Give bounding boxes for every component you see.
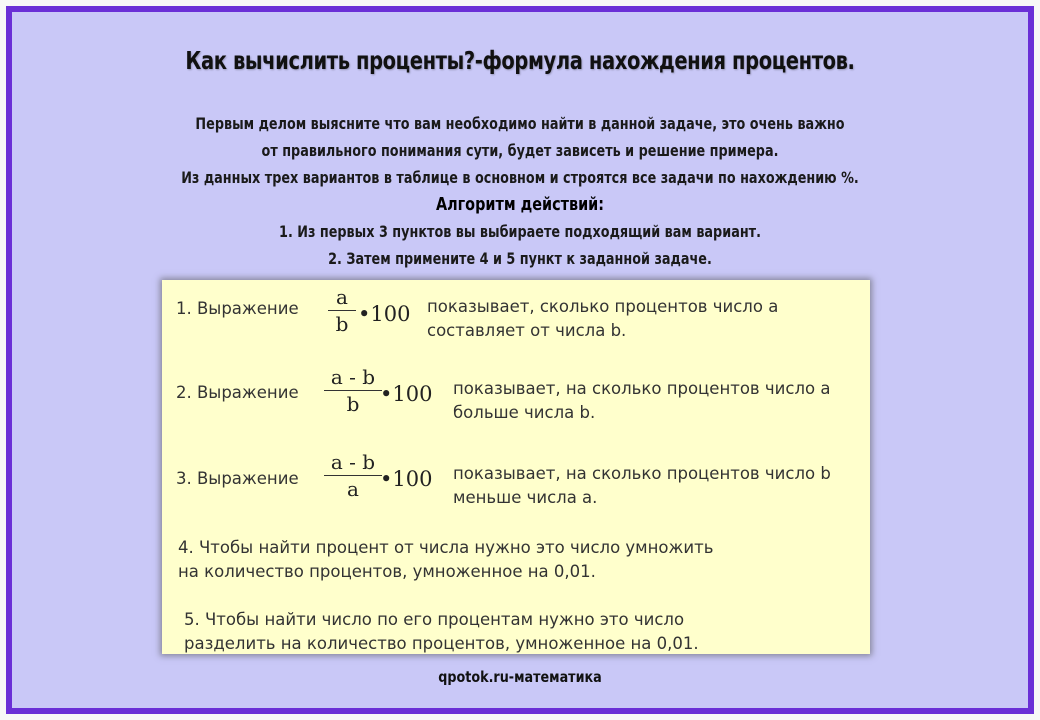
formula-3-denominator: a (347, 477, 359, 501)
algorithm-step-1: 1. Из первых 3 пунктов вы выбираете подходящий вам вариант. (279, 222, 761, 241)
rule-4 (178, 536, 713, 584)
formula-3-desc-line-2: меньше числа a. (453, 488, 598, 507)
formula-1-denominator: b (335, 312, 349, 336)
formula-2-description (453, 377, 830, 425)
formula-1-desc-line-2: составляет от числа b. (427, 321, 627, 340)
formula-3-numerator: a - b (330, 450, 376, 474)
intro-line-3: Из данных трех вариантов в таблице в основном и строятся все задачи по нахождению %. (181, 168, 859, 187)
formula-3-multiplier: •100 (380, 467, 433, 491)
formula-panel (162, 280, 870, 654)
fraction-bar (324, 475, 382, 476)
fraction-bar (324, 390, 382, 391)
rule-4-line-1: 4. Чтобы найти процент от числа нужно это число умножить (178, 538, 714, 557)
page-title: Как вычислить проценты?-формула нахождения процентов. (185, 46, 855, 75)
formula-3-description (453, 462, 831, 510)
intro-text (114, 110, 927, 272)
formula-1-label: 1. Выражение (176, 299, 299, 318)
formula-3-desc-line-1: показывает, на сколько процентов число b (453, 464, 831, 483)
site-credit: qpotok.ru-математика (438, 668, 602, 686)
rule-5-line-1: 5. Чтобы найти число по его процентам нужно это число (184, 610, 685, 629)
formula-2-desc-line-1: показывает, на сколько процентов число a (453, 379, 831, 398)
formula-2-numerator: a - b (330, 365, 376, 389)
formula-1-desc-line-1: показывает, сколько процентов число a (427, 297, 779, 316)
formula-3-label: 3. Выражение (176, 469, 299, 488)
formula-2-desc-line-2: больше числа b. (453, 403, 596, 422)
formula-1-multiplier: •100 (358, 302, 411, 326)
formula-3-fraction (324, 451, 382, 500)
rule-5 (184, 608, 699, 656)
formula-1-numerator: a (336, 285, 348, 309)
intro-line-2: от правильного понимания сути, будет зависеть и решение примера. (261, 141, 779, 160)
rule-4-line-2: на количество процентов, умноженное на 0,01. (178, 562, 596, 581)
formula-2-fraction (324, 366, 382, 415)
formula-1-description (427, 295, 778, 343)
rule-5-line-2: разделить на количество процентов, умноженное на 0,01. (184, 634, 699, 653)
formula-2-denominator: b (346, 392, 360, 416)
formula-1-fraction (328, 286, 356, 335)
fraction-bar (328, 310, 356, 311)
formula-2-label: 2. Выражение (176, 383, 299, 402)
intro-line-1: Первым делом выясните что вам необходимо найти в данной задаче, это очень важно (195, 114, 845, 133)
algorithm-step-2: 2. Затем примените 4 и 5 пункт к заданной задаче. (328, 249, 712, 268)
algorithm-heading: Алгоритм действий: (435, 194, 605, 215)
formula-2-multiplier: •100 (380, 382, 433, 406)
